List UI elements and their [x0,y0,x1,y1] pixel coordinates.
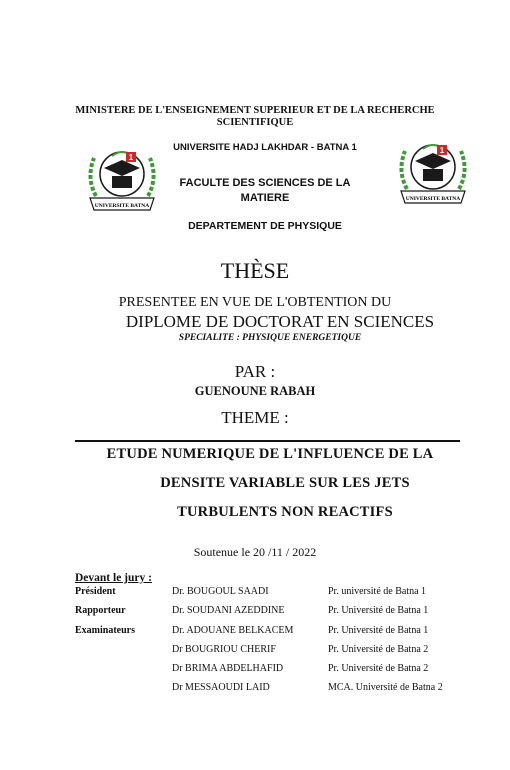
speciality-line: SPECIALITE : PHYSIQUE ENERGETIQUE [178,333,362,343]
department-name: DEPARTEMENT DE PHYSIQUE [188,220,342,232]
jury-row [0,605,510,621]
jury-role: Examinateurs [75,625,135,636]
thesis-title-line-3: TURBULENTS NON REACTIFS [177,504,393,520]
jury-affiliation: Pr. Université de Batna 2 [328,663,429,674]
logo-caption: UNIVERSITE BATNA [405,196,461,202]
logo-numeral: 1 [439,146,445,155]
jury-affiliation: Pr. Université de Batna 1 [328,625,429,636]
faculty-name [150,176,380,206]
presented-line: PRESENTEE EN VUE DE L'OBTENTION DU [118,295,392,310]
ministry-line-2: SCIENTIFIQUE [216,117,294,128]
ministry-heading [0,105,510,129]
logo-emblem [90,152,154,210]
university-name: UNIVERSITE HADJ LAKHDAR - BATNA 1 [173,142,357,153]
logo-caption: UNIVERSITE BATNA [94,203,150,209]
thesis-title-line-2: DENSITE VARIABLE SUR LES JETS [160,475,410,491]
jury-role: Rapporteur [75,605,126,616]
jury-name: Dr. SOUDANI AZEDDINE [172,605,285,616]
jury-row [0,644,510,660]
author-name: GUENOUNE RABAH [194,384,316,398]
jury-affiliation: Pr. Université de Batna 1 [328,605,429,616]
faculty-line-1: FACULTE DES SCIENCES DE LA [179,177,351,189]
diploma-line: DIPLOME DE DOCTORAT EN SCIENCES [125,312,435,331]
jury-row [0,663,510,679]
logo-numeral: 1 [128,153,134,162]
jury-row [0,682,510,698]
jury-name: Dr BOUGRIOU CHERIF [172,644,276,655]
title-divider [75,440,460,442]
par-label: PAR : [234,362,276,381]
jury-name: Dr BRIMA ABDELHAFID [172,663,284,674]
jury-heading: Devant le jury : [75,572,152,584]
jury-affiliation: Pr. Université de Batna 2 [328,644,429,655]
document-title: THÈSE [220,258,290,283]
faculty-line-2: MATIERE [240,192,290,204]
jury-name: Dr MESSAOUDI LAID [172,682,270,693]
logo-emblem [401,145,465,203]
jury-affiliation: MCA. Université de Batna 2 [328,682,443,693]
ministry-line-1: MINISTERE DE L'ENSEIGNEMENT SUPERIEUR ET DE LA RECHERCHE [75,105,435,116]
thesis-title-line-1: ETUDE NUMERIQUE DE L'INFLUENCE DE LA [106,446,434,462]
defense-date: Soutenue le 20 /11 / 2022 [193,545,317,559]
jury-affiliation: Pr. université de Batna 1 [328,586,427,597]
jury-name: Dr. BOUGOUL SAADI [172,586,269,597]
university-logo-left [82,138,162,218]
jury-row [0,586,510,602]
university-logo-right [393,131,473,211]
jury-role: Président [75,586,116,597]
theme-label: THEME : [221,408,289,427]
jury-row [0,625,510,641]
jury-name: Dr. ADOUANE BELKACEM [172,625,294,636]
